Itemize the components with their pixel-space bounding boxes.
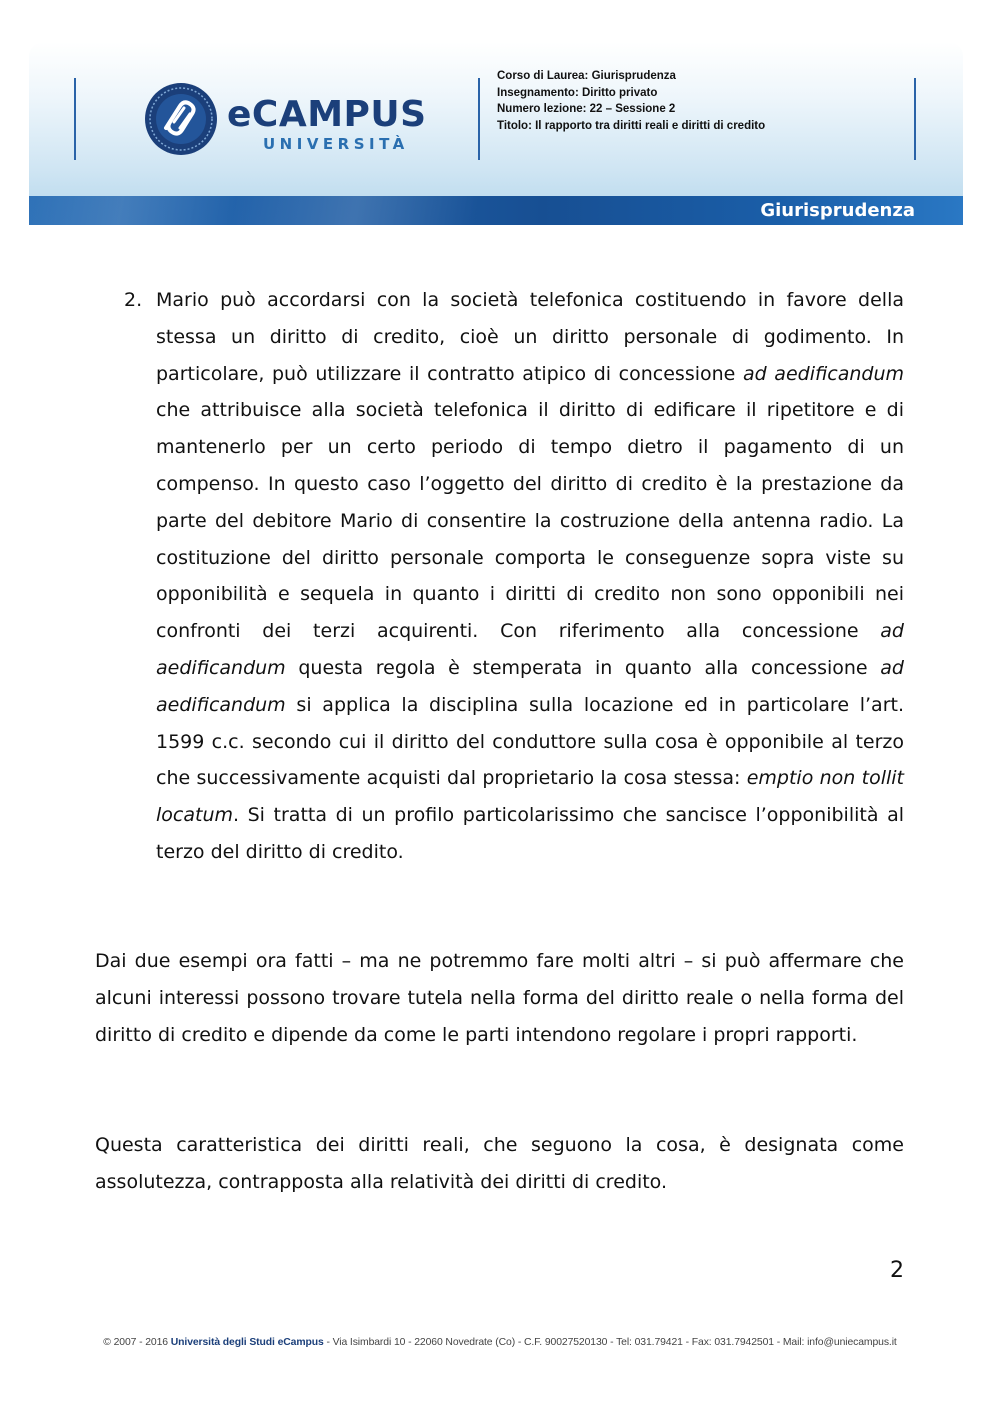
list-item-text bbox=[156, 282, 904, 871]
footer-details: - Via Isimbardi 10 - 22060 Novedrate (Co) - C.F. 90027520130 - Tel: 031.79421 - Fax: 031.7942501 - Mail: info@uniecampus.it bbox=[323, 1337, 897, 1348]
lesson-line: Numero lezione: 22 – Sessione 2 bbox=[497, 103, 676, 115]
course-line: Corso di Laurea: Giurisprudenza bbox=[497, 70, 676, 82]
logo-subtitle: UNIVERSITÀ bbox=[263, 135, 409, 153]
text-run: questa regola è stemperata in quanto alla concessione bbox=[285, 656, 881, 679]
header-banner bbox=[29, 42, 963, 225]
course-info bbox=[497, 68, 765, 134]
text-run: si applica la disciplina sulla locazione ed in particolare l’art. 1599 c.c. secondo cui il diritto del conduttore sulla cosa è opponibile al terzo che successivamente acquisti dal proprietario la cosa stessa: bbox=[156, 693, 904, 790]
ecampus-seal-logo bbox=[144, 82, 218, 156]
text-run: Mario può accordarsi con la società telefonica costituendo in favore della stessa un diritto di credito, cioè un diritto personale di godimento. In particolare, può utilizzare il contratto atipico di concessione bbox=[156, 289, 904, 385]
logo-brand: eCAMPUS bbox=[227, 94, 427, 135]
footer-prefix: © 2007 - 2016 bbox=[103, 1337, 171, 1348]
header-divider-left bbox=[74, 78, 76, 160]
page-number: 2 bbox=[890, 1258, 904, 1283]
paragraph-examples: Dai due esempi ora fatti – ma ne potremmo fare molti altri – si può affermare che alcuni interessi possono trovare tutela nella forma del diritto reale o nella forma del diritto di credito e dipende da come le parti intendono regolare i propri rapporti. bbox=[95, 950, 904, 1046]
faculty-label: Giurisprudenza bbox=[760, 200, 915, 221]
subject-line: Insegnamento: Diritto privato bbox=[497, 86, 658, 99]
header-divider-middle bbox=[478, 78, 480, 160]
italic-term: emptio non tollit locatum bbox=[156, 767, 904, 827]
paragraph-assolutezza: Questa caratteristica dei diritti reali, che seguono la cosa, è designata come assolutezza, contrapposta alla relatività dei diritti di credito. bbox=[95, 1134, 904, 1193]
page-footer bbox=[0, 1337, 1000, 1348]
faculty-stripe bbox=[29, 196, 963, 225]
footer-institution: Università degli Studi eCampus bbox=[170, 1337, 324, 1348]
header-divider-right bbox=[914, 78, 916, 160]
list-item-number: 2. bbox=[124, 289, 143, 311]
text-run: che attribuisce alla società telefonica il diritto di edificare il ripetitore e di mantenerlo per un certo periodo di tempo dietro il pagamento di un compenso. In questo caso l’oggetto del diritto di credito è la prestazione da parte del debitore Mario di consentire la costruzione della antenna radio. La costituzione del diritto personale comporta le conseguenze sopra viste su opponibilità e sequela in quanto i diritti di credito non sono opponibili nei confronti dei terzi acquirenti. Con riferimento alla concessione bbox=[156, 399, 904, 643]
italic-term: ad aedificandum bbox=[156, 620, 904, 679]
ecampus-wordmark bbox=[227, 95, 427, 153]
text-run: . Si tratta di un profilo particolarissimo che sancisce l’opponibilità al terzo del diritto di credito. bbox=[156, 804, 904, 863]
italic-term: ad aedificandum bbox=[156, 656, 904, 716]
italic-term: ad aedificandum bbox=[742, 362, 904, 385]
title-line: Titolo: Il rapporto tra diritti reali e diritti di credito bbox=[497, 119, 766, 132]
